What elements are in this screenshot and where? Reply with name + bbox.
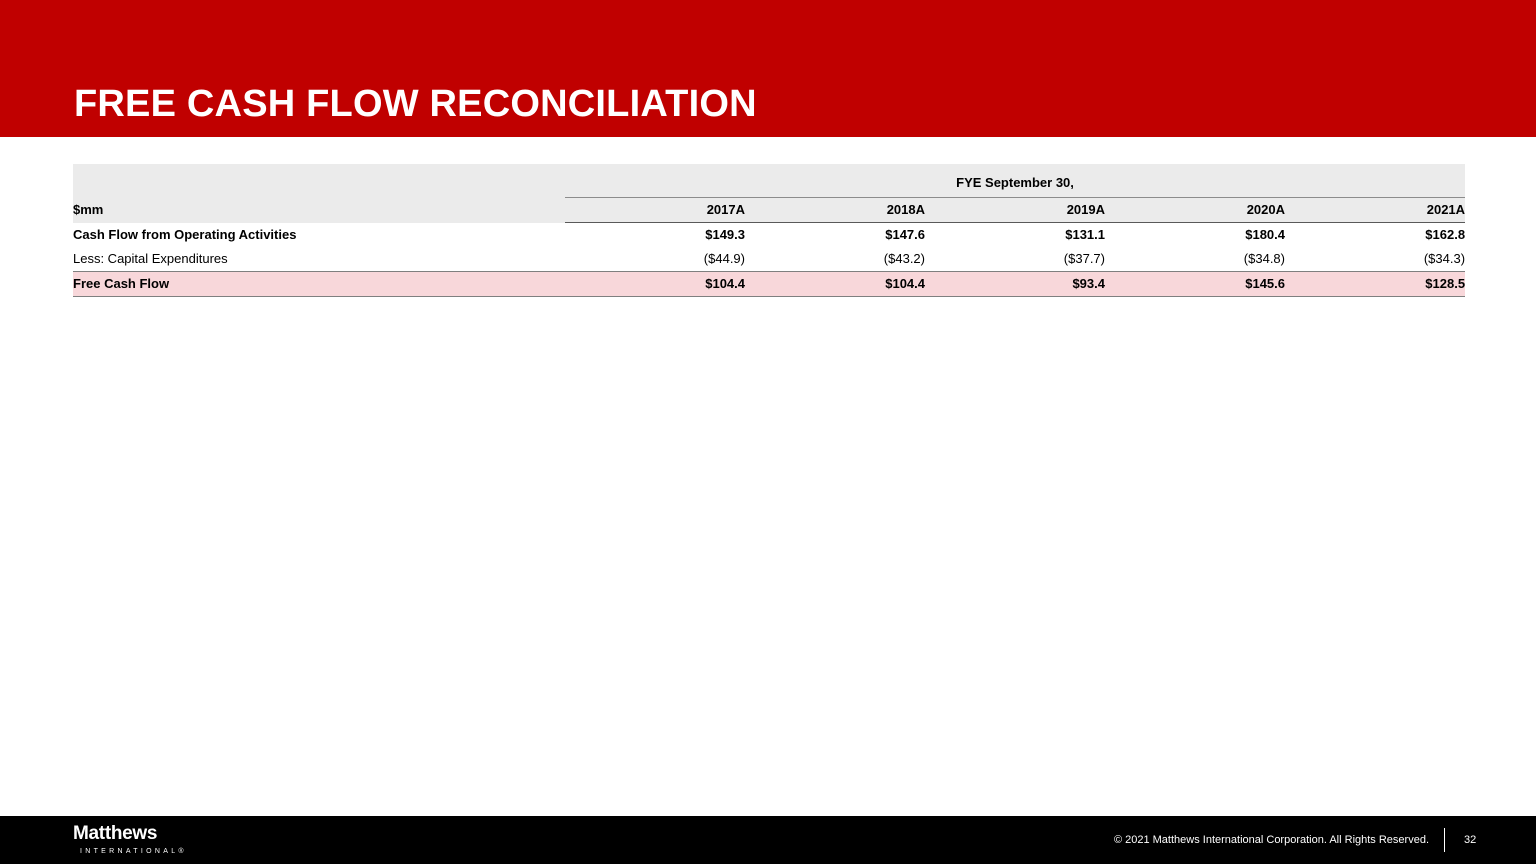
table-cell: $180.4 bbox=[1245, 227, 1285, 242]
table-cell: $145.6 bbox=[1105, 272, 1285, 297]
table-cell: ($37.7) bbox=[925, 247, 1105, 272]
table-cell: $149.3 bbox=[705, 227, 745, 242]
table-cell: $104.4 bbox=[745, 272, 925, 297]
table-cell: $93.4 bbox=[925, 272, 1105, 297]
page-title: FREE CASH FLOW RECONCILIATION bbox=[74, 83, 757, 125]
table-cell: ($44.9) bbox=[565, 247, 745, 272]
year-header: 2020A bbox=[1105, 198, 1285, 223]
table-cell: ($43.2) bbox=[745, 247, 925, 272]
page-number: 32 bbox=[1464, 834, 1477, 846]
fcf-reconciliation-table bbox=[73, 164, 1465, 297]
year-header: 2021A bbox=[1285, 198, 1465, 223]
table-row-capital-expenditures bbox=[73, 247, 1465, 272]
table-cell: ($34.3) bbox=[1285, 247, 1465, 272]
company-logo bbox=[73, 824, 187, 857]
row-label: Cash Flow from Operating Activities bbox=[73, 226, 297, 242]
table-cell: $162.8 bbox=[1425, 227, 1466, 242]
period-header-row bbox=[73, 164, 1465, 198]
row-label: Free Cash Flow bbox=[73, 272, 565, 297]
row-label: Less: Capital Expenditures bbox=[73, 247, 565, 272]
unit-label: $mm bbox=[73, 198, 565, 223]
table-row-operating-cash-flow bbox=[73, 223, 1465, 248]
table-cell: $104.4 bbox=[565, 272, 745, 297]
table-row-free-cash-flow bbox=[73, 272, 1465, 297]
year-header-row bbox=[73, 198, 1465, 223]
copyright-text: © 2021 Matthews International Corporation. All Rights Reserved. bbox=[1113, 834, 1429, 846]
logo-wordmark: Matthews bbox=[73, 823, 158, 844]
year-header: 2017A bbox=[565, 198, 745, 223]
table-cell: $128.5 bbox=[1285, 272, 1465, 297]
period-header: FYE September 30, bbox=[565, 164, 1465, 198]
footer-divider bbox=[1444, 828, 1445, 852]
fcf-table-container bbox=[73, 164, 1465, 297]
table-cell: $131.1 bbox=[1065, 227, 1105, 242]
table-cell: ($34.8) bbox=[1105, 247, 1285, 272]
header-blank-cell bbox=[73, 164, 565, 198]
logo-subtitle: INTERNATIONAL® bbox=[80, 848, 187, 855]
table-cell: $147.6 bbox=[885, 227, 925, 242]
year-header: 2018A bbox=[745, 198, 925, 223]
year-header: 2019A bbox=[925, 198, 1105, 223]
title-banner bbox=[0, 0, 1536, 137]
